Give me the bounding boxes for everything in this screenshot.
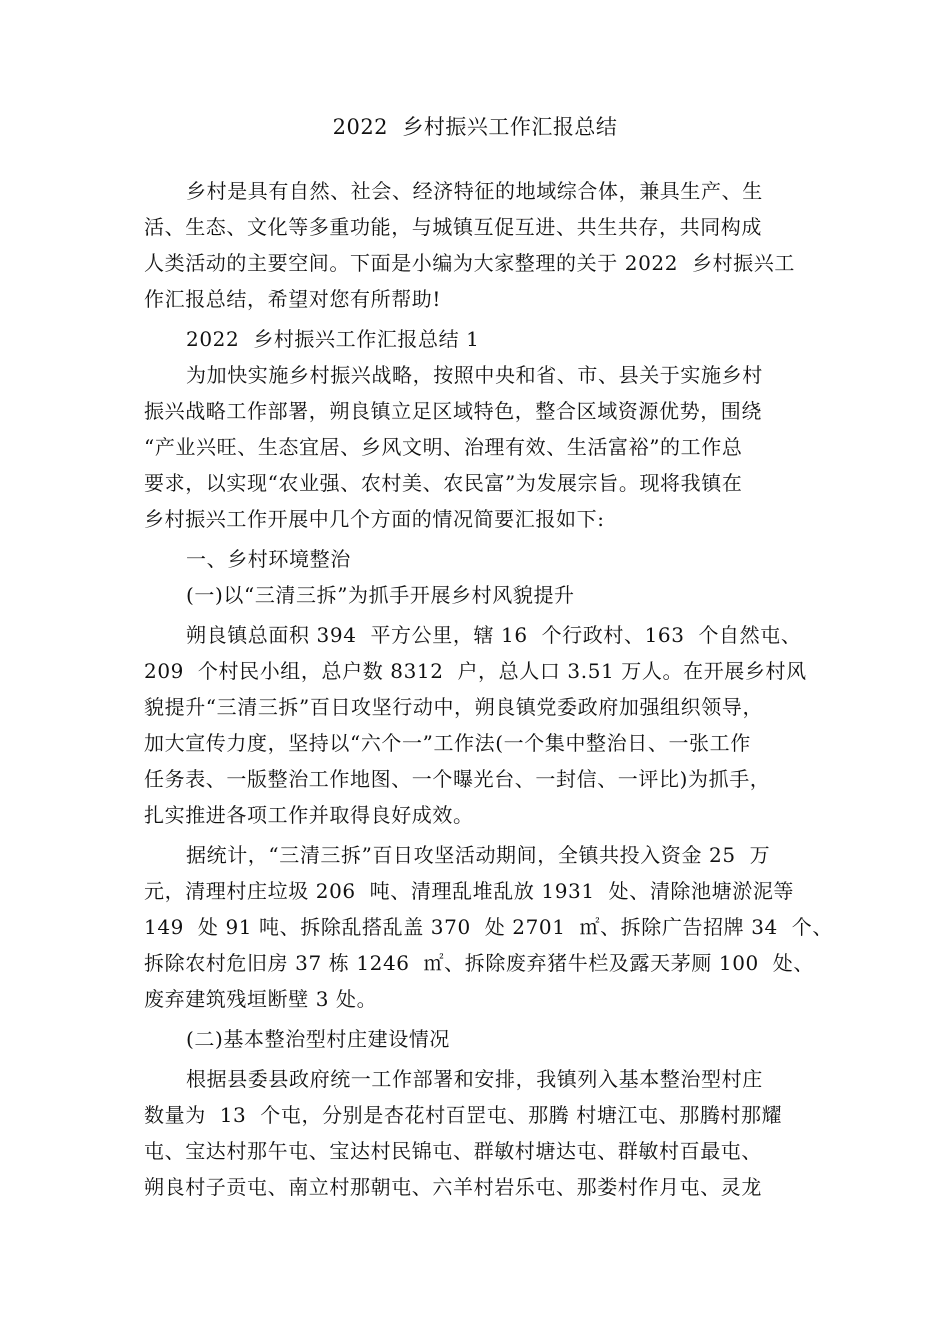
paragraph-line: 活、生态、文化等多重功能，与城镇互促互进、共生共存，共同构成 — [144, 215, 762, 239]
paragraph-line: 元，清理村庄垃圾 206 吨、清理乱堆乱放 1931 处、清除池塘淤泥等 — [144, 879, 795, 903]
paragraph-line: 废弃建筑残垣断壁 3 处。 — [144, 987, 378, 1011]
paragraph-line: 拆除农村危旧房 37 栋 1246 ㎡、拆除废弃猪牛栏及露天茅厕 100 处、 — [144, 951, 814, 975]
subsection-heading: (一)以“三清三拆”为抓手开展乡村风貌提升 — [186, 583, 575, 607]
paragraph-line: 要求，以实现“农业强、农村美、农民富”为发展宗旨。现将我镇在 — [144, 471, 743, 495]
subsection-heading: (二)基本整治型村庄建设情况 — [186, 1027, 451, 1051]
paragraph-line: 人类活动的主要空间。下面是小编为大家整理的关于 2022 乡村振兴工 — [144, 251, 795, 275]
paragraph-line: “产业兴旺、生态宜居、乡风文明、治理有效、生活富裕”的工作总 — [144, 435, 743, 459]
paragraph-line: 乡村是具有自然、社会、经济特征的地域综合体，兼具生产、生 — [186, 179, 763, 203]
paragraph-line: 149 处 91 吨、拆除乱搭乱盖 370 处 2701 ㎡、拆除广告招牌 34 个、 — [144, 915, 833, 939]
paragraph-line: 貌提升“三清三拆”百日攻坚行动中，朔良镇党委政府加强组织领导， — [144, 695, 764, 719]
paragraph-line: 振兴战略工作部署，朔良镇立足区域特色，整合区域资源优势，围绕 — [144, 399, 762, 423]
paragraph-line: 任务表、一版整治工作地图、一个曝光台、一封信、一评比)为抓手， — [144, 767, 771, 791]
paragraph-line: 根据县委县政府统一工作部署和安排，我镇列入基本整治型村庄 — [186, 1067, 763, 1091]
paragraph-line: 为加快实施乡村振兴战略，按照中央和省、市、县关于实施乡村 — [186, 363, 763, 387]
section-heading: 一、乡村环境整治 — [186, 547, 351, 571]
paragraph-line: 屯、宝达村那午屯、宝达村民锦屯、群敏村塘达屯、群敏村百最屯、 — [144, 1139, 762, 1163]
paragraph-line: 朔良镇总面积 394 平方公里，辖 16 个行政村、163 个自然屯、 — [186, 623, 802, 647]
paragraph-line: 加大宣传力度，坚持以“六个一”工作法(一个集中整治日、一张工作 — [144, 731, 751, 755]
paragraph-line: 作汇报总结，希望对您有所帮助! — [144, 287, 442, 311]
paragraph-line: 据统计，“三清三拆”百日攻坚活动期间，全镇共投入资金 25 万 — [186, 843, 771, 867]
paragraph-line: 209 个村民小组，总户数 8312 户，总人口 3.51 万人。在开展乡村风 — [144, 659, 807, 683]
paragraph-line: 朔良村子贡屯、南立村那朝屯、六羊村岩乐屯、那娄村作月屯、灵龙 — [144, 1175, 762, 1199]
document-title: 2022 乡村振兴工作汇报总结 — [332, 115, 618, 139]
section-heading: 2022 乡村振兴工作汇报总结 1 — [186, 327, 480, 351]
paragraph-line: 扎实推进各项工作并取得良好成效。 — [144, 803, 474, 827]
paragraph-line: 数量为 13 个屯，分别是杏花村百罡屯、那腾 村塘江屯、那腾村那耀 — [144, 1103, 783, 1127]
paragraph-line: 乡村振兴工作开展中几个方面的情况简要汇报如下: — [144, 507, 605, 531]
